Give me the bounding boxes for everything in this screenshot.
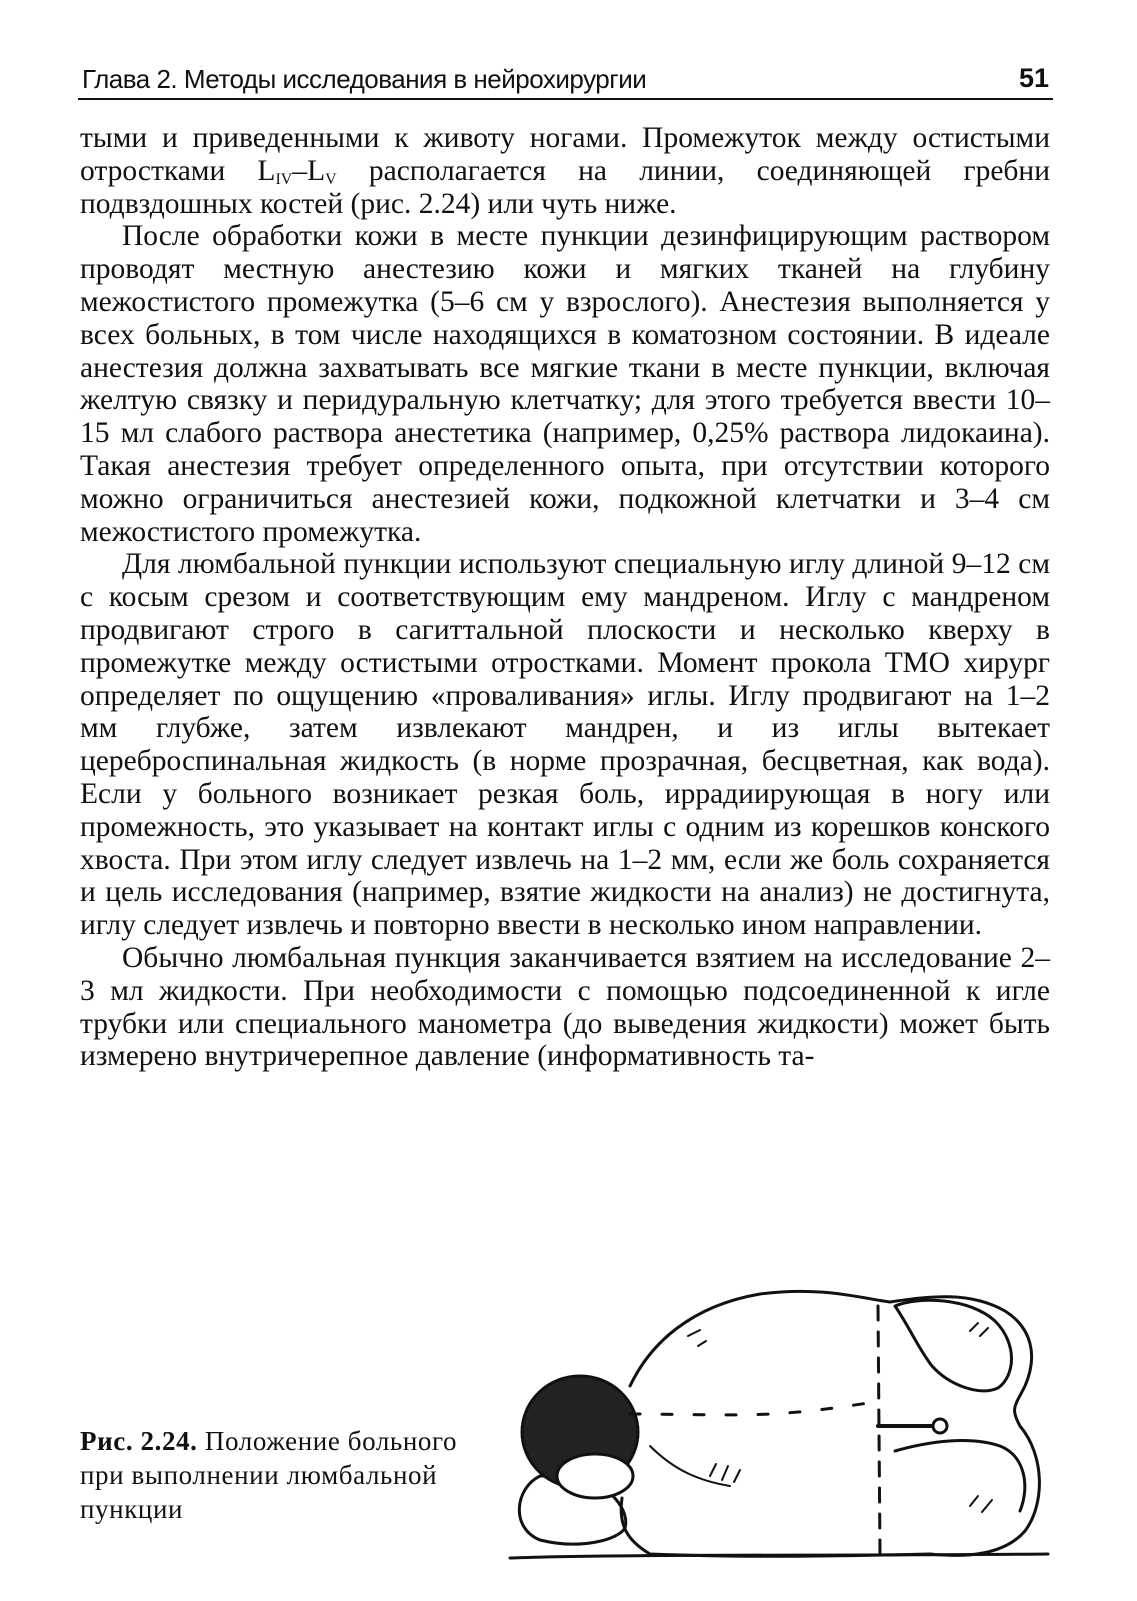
figure-caption — [80, 1424, 472, 1526]
caption-label: Рис. 2.24. — [80, 1426, 198, 1456]
iliac-crest-line — [878, 1306, 880, 1554]
page-header — [78, 62, 1053, 100]
body-text — [80, 122, 1050, 1073]
paragraph-3: Для люмбальной пункции используют специальную иглу длиной 9–12 см с косым срезом и соответствующим ему мандреном. Иглу с мандреном продвигают строго в сагиттальной плоскости и несколько кверху в промежутке между остистыми отростками. Момент прокола ТМО хирург определяет по ощущению «проваливания» иглы. Иглу продвигают на 1–2 мм глубже, затем извлекают мандрен, и из иглы вытекает цереброспинальная жидкость (в норме прозрачная, бесцветная, как вода). Если у больного возникает резкая боль, иррадиирующая в ногу или промежность, это указывает на контакт иглы с одним из корешков конского хвоста. При этом иглу следует извлечь на 1–2 мм, если же боль сохраняется и цель исследования (например, взятие жидкости на анализ) не достигнута, иглу следует извлечь и повторно ввести в несколько ином направлении. — [80, 548, 1050, 942]
knee — [895, 1300, 1012, 1390]
leg — [895, 1441, 1025, 1511]
page-number: 51 — [1018, 63, 1049, 93]
figure-patient-position — [500, 1236, 1052, 1571]
back-outline — [621, 1291, 1039, 1556]
p1-subscript-iv: IV — [275, 170, 293, 188]
p1-text-c: располагается на линии, соединяющей гребни подвздошных костей (рис. 2.24) или чуть ниже. — [80, 154, 1050, 220]
p1-subscript-v: V — [325, 170, 337, 188]
patient-illustration — [500, 1236, 1052, 1571]
p1-text-a: тыми и приведенными к животу ногами. Промежуток между остистыми отростками L — [80, 122, 1050, 187]
paragraph-2: После обработки кожи в месте пункции дезинфицирующим раствором проводят местную анестезию кожи и мягких тканей на глубину межостистого промежутка (5–6 см у взрослого). Анестезия выполняется у всех больных, в том числе находящихся в коматозном состоянии. В идеале анестезия должна захватывать все мягкие ткани в месте пункции, включая желтую связку и перидуральную клетчатку; для этого требуется ввести 10–15 мл слабого раствора анестетика (например, 0,25% раствора лидокаина). Такая анестезия требует определенного опыта, при отсутствии которого можно ограничиться анестезией кожи, подкожной клетчатки и 3–4 см межостистого промежутка. — [80, 220, 1050, 548]
paragraph-4: Обычно люмбальная пункция заканчивается взятием на исследование 2–3 мл жидкости. При необходимости с помощью подсоединенной к игле трубки или специального манометра (до выведения жидкости) может быть измерено внутричерепное давление (информативность та- — [80, 941, 1050, 1073]
running-head: Глава 2. Методы исследования в нейрохирургии — [82, 64, 647, 94]
caption-text: Положение больного при выполнении люмбальной пункции — [80, 1426, 458, 1524]
p1-text-b: –L — [292, 154, 326, 187]
paragraph-1 — [80, 122, 1050, 220]
spine-line — [630, 1401, 880, 1415]
